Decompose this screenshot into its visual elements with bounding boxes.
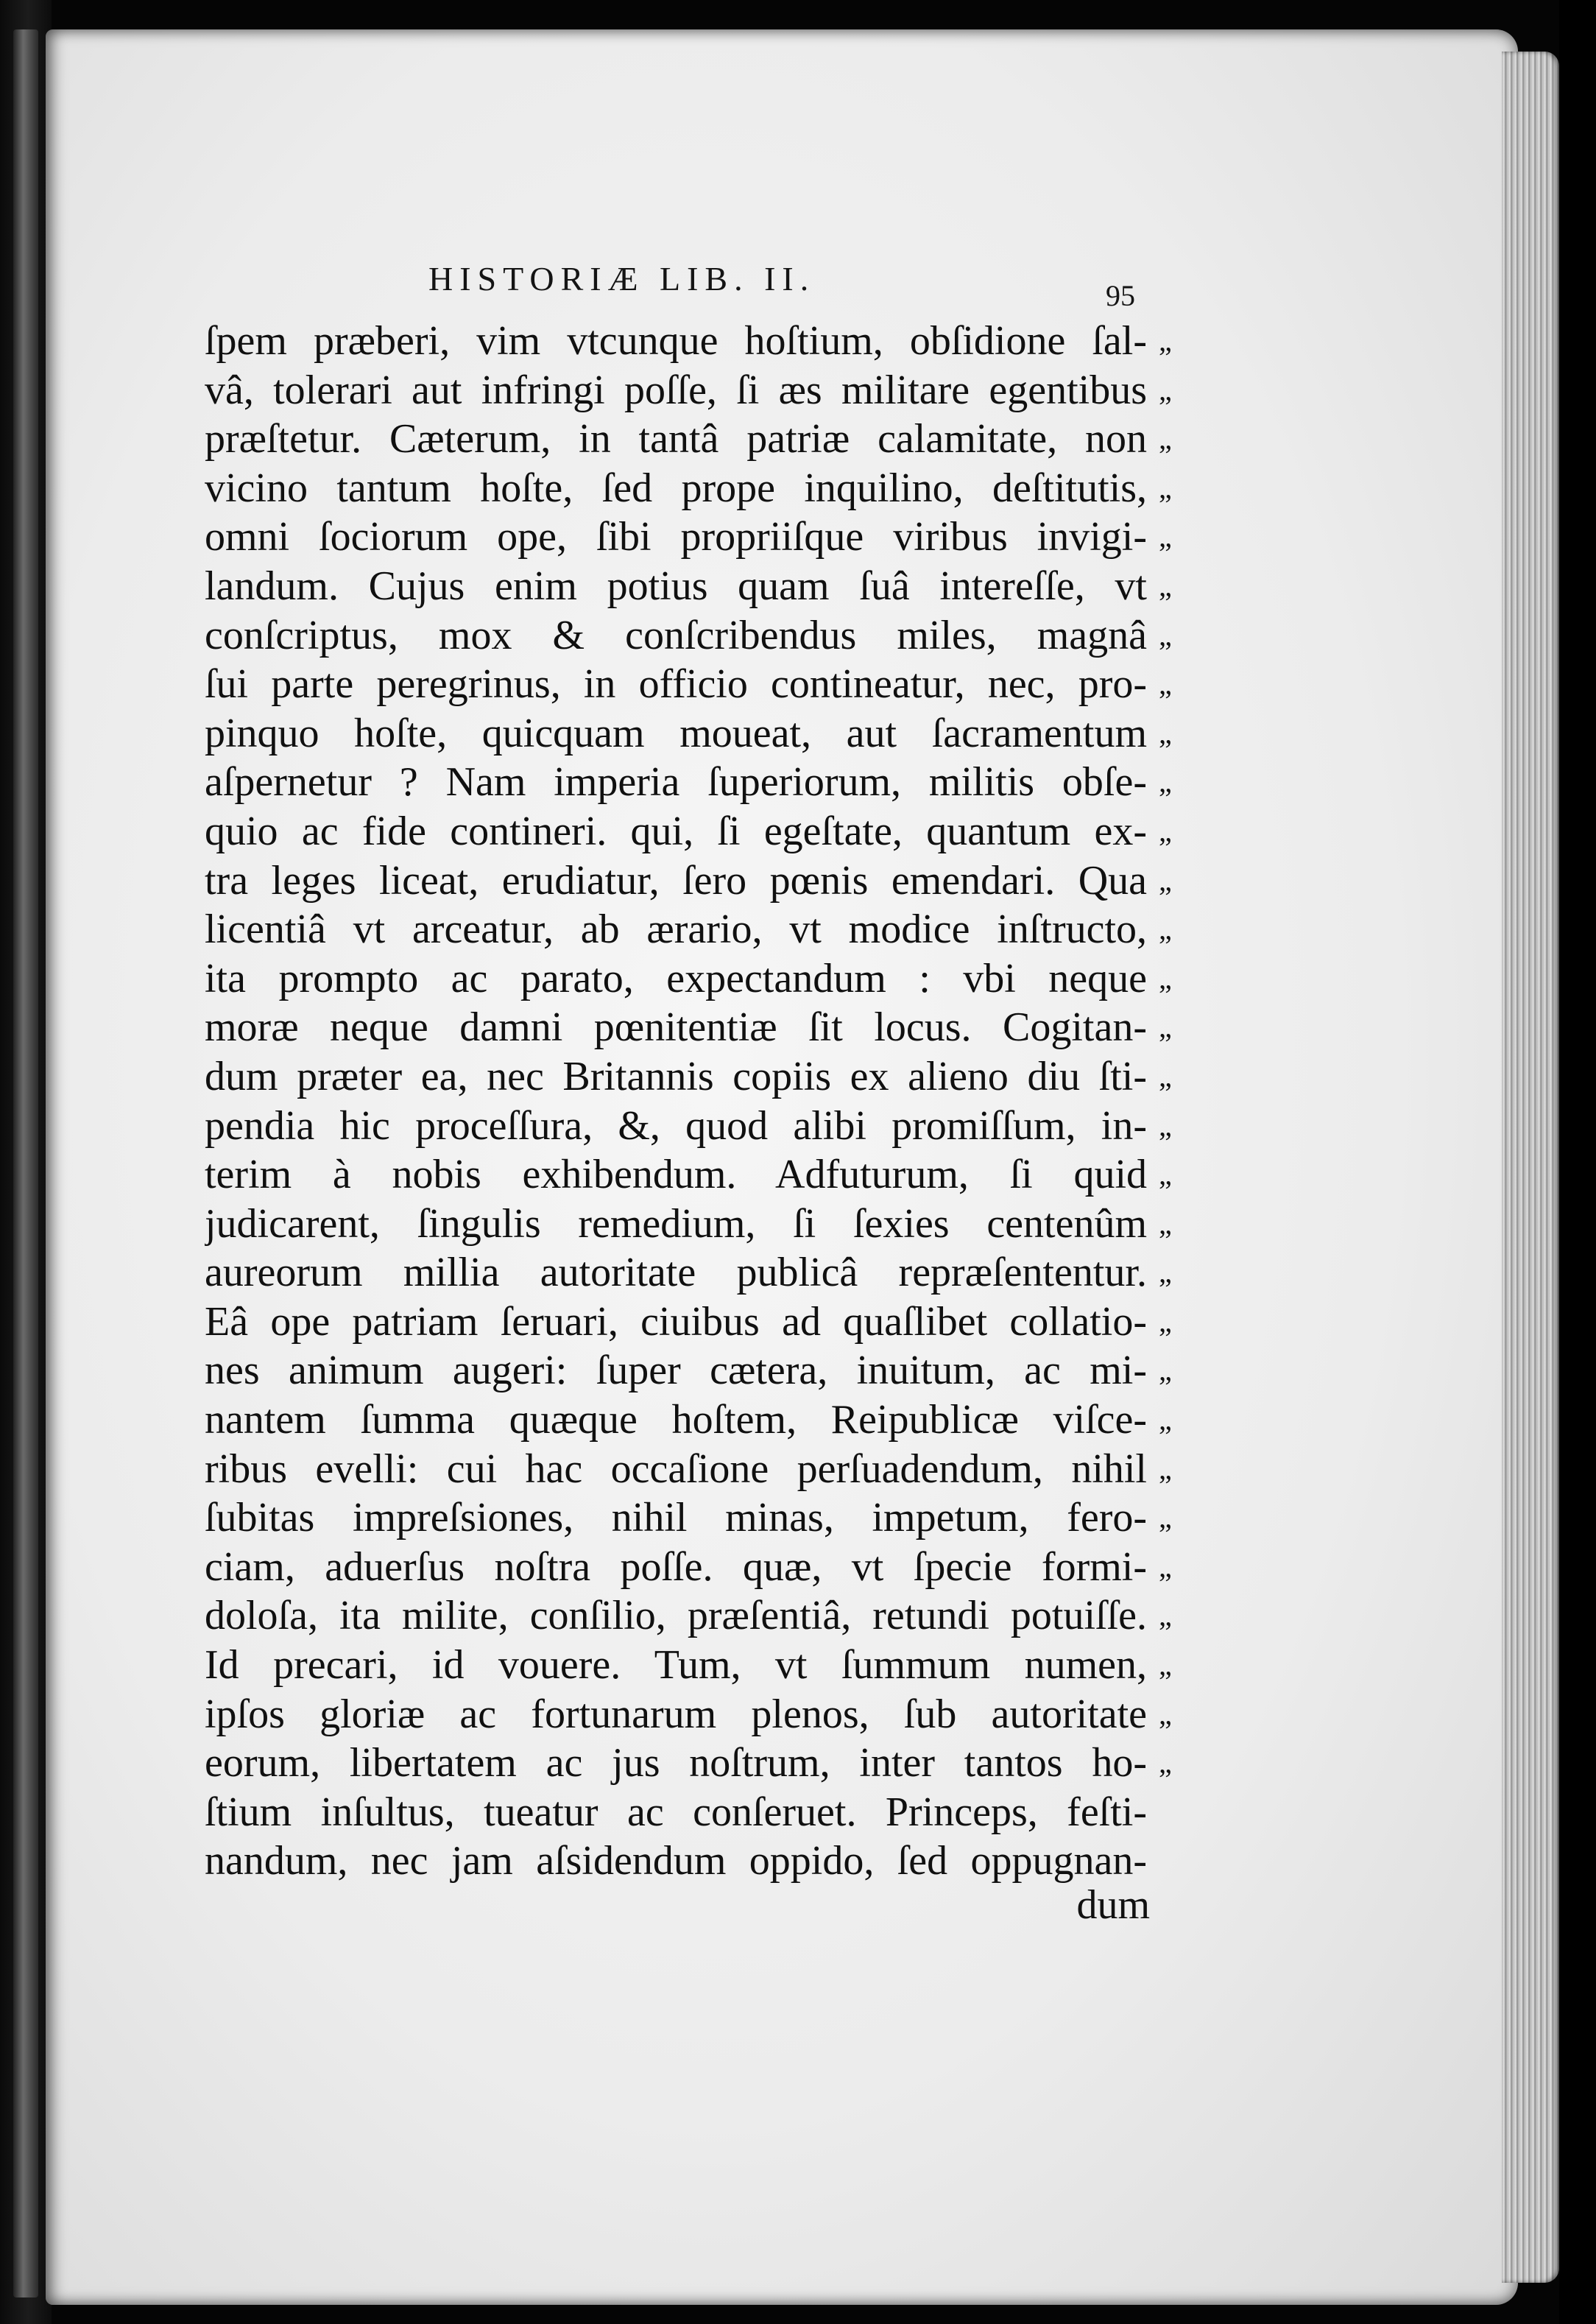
quotation-mark: „ [1159,1108,1172,1142]
quotation-mark: „ [1159,1697,1172,1730]
text-line [205,1739,1191,1788]
quotation-mark: „ [1159,1304,1172,1338]
previous-page-edge [13,29,38,2297]
text-line [205,1346,1191,1395]
text-line [205,1052,1191,1102]
line-text: aureorum millia autoritate publicâ repræſententur. [205,1250,1147,1296]
quotation-mark: „ [1159,618,1172,652]
catchword: dum [1076,1882,1150,1928]
text-line [205,1395,1191,1445]
text-line [205,415,1191,464]
text-line [205,317,1191,366]
page-header [428,259,1238,318]
text-line [205,905,1191,954]
text-line [205,1543,1191,1592]
text-line [205,954,1191,1004]
quotation-mark: „ [1159,667,1172,701]
line-text: nandum, nec jam aſsidendum oppido, ſed oppugnan- [205,1838,1147,1884]
text-line [205,660,1191,709]
line-text: dum præter ea, nec Britannis copiis ex alieno diu ſti- [205,1053,1147,1099]
quotation-mark: „ [1159,471,1172,504]
body-text [205,317,1191,1886]
line-text: nantem ſumma quæque hoſtem, Reipublicæ viſce- [205,1397,1147,1443]
quotation-mark: „ [1159,1059,1172,1093]
quotation-mark: „ [1159,1648,1172,1682]
quotation-mark: „ [1159,324,1172,357]
quotation-mark: „ [1159,520,1172,554]
line-text: Eâ ope patriam ſeruari, ciuibus ad quaſlibet collatio- [205,1298,1147,1345]
text-line [205,856,1191,906]
line-text: licentiâ vt arceatur, ab ærario, vt modice inſtructo, [205,906,1147,953]
text-line [205,1690,1191,1739]
line-text: vicino tantum hoſte, ſed prope inquilino, deſtitutis, [205,465,1147,511]
text-line [205,1837,1191,1886]
line-text: landum. Cujus enim potius quam ſuâ intereſſe, vt [205,563,1147,609]
text-line [205,1641,1191,1690]
line-text: ſpem præberi, vim vtcunque hoſtium, obſidione ſal- [205,318,1147,364]
line-text: ribus evelli: cui hac occaſione perſuadendum, nihil [205,1446,1147,1492]
text-line [205,1102,1191,1151]
text-line [205,464,1191,513]
quotation-mark: „ [1159,1549,1172,1583]
quotation-mark: „ [1159,1501,1172,1535]
quotation-mark: „ [1159,1451,1172,1485]
text-line [205,1200,1191,1249]
text-line [205,758,1191,807]
scan-border [1559,0,1596,2324]
line-text: Id precari, id vouere. Tum, vt ſummum numen, [205,1642,1147,1689]
line-text: ſtium inſultus, tueatur ac conſeruet. Princeps, feſti- [205,1789,1147,1835]
line-text: ſubitas impreſsiones, nihil minas, impetum, fero- [205,1495,1147,1541]
line-text: ciam, aduerſus noſtra poſſe. quæ, vt ſpecie formi- [205,1543,1147,1590]
quotation-mark: „ [1159,1746,1172,1780]
line-text: ipſos gloriæ ac fortunarum plenos, ſub autoritate [205,1691,1147,1737]
quotation-mark: „ [1159,961,1172,995]
text-line [205,366,1191,415]
quotation-mark: „ [1159,716,1172,750]
line-text: omni ſociorum ope, ſibi propriiſque viribus invigi- [205,514,1147,560]
line-text: tra leges liceat, erudiatur, ſero pœnis emendari. Qua [205,857,1147,904]
line-text: aſpernetur ? Nam imperia ſuperiorum, militis obſe- [205,759,1147,806]
line-text: ſui parte peregrinus, in officio contineatur, nec, pro- [205,661,1147,708]
line-text: terim à nobis exhibendum. Adfuturum, ſi quid [205,1152,1147,1198]
quotation-mark: „ [1159,1353,1172,1387]
line-text: eorum, libertatem ac jus noſtrum, inter tantos ho- [205,1740,1147,1786]
text-line [205,1150,1191,1200]
quotation-mark: „ [1159,568,1172,602]
page-number: 95 [1106,279,1135,312]
page-edges-stack [1502,52,1559,2283]
line-text: quio ac fide contineri. qui, ſi egeſtate, quantum ex- [205,808,1147,854]
line-text: conſcriptus, mox & conſcribendus miles, magnâ [205,612,1147,658]
text-line [205,611,1191,661]
line-text: moræ neque damni pœnitentiæ ſit locus. Cogitan- [205,1004,1147,1051]
text-line [205,1788,1191,1837]
quotation-mark: „ [1159,765,1172,799]
text-line [205,1248,1191,1297]
text-line [205,807,1191,856]
quotation-mark: „ [1159,863,1172,897]
quotation-mark: „ [1159,912,1172,946]
quotation-mark: „ [1159,373,1172,406]
quotation-mark: „ [1159,814,1172,848]
text-line [205,1591,1191,1641]
book-page [46,29,1518,2305]
running-head: HISTORIÆ LIB. II. [428,260,816,297]
line-text: præſtetur. Cæterum, in tantâ patriæ calamitate, non [205,416,1147,462]
line-text: pinquo hoſte, quicquam moueat, aut ſacramentum [205,710,1147,756]
text-line [205,1003,1191,1052]
text-line [205,513,1191,562]
line-text: nes animum augeri: ſuper cætera, inuitum, ac mi- [205,1348,1147,1394]
quotation-mark: „ [1159,1206,1172,1240]
line-text: vâ, tolerari aut infringi poſſe, ſi æs militare egentibus [205,367,1147,413]
line-text: pendia hic proceſſura, &, quod alibi promiſſum, in- [205,1102,1147,1149]
text-line [205,1297,1191,1347]
quotation-mark: „ [1159,1158,1172,1191]
text-line [205,1493,1191,1543]
quotation-mark: „ [1159,1403,1172,1437]
quotation-mark: „ [1159,422,1172,456]
line-text: judicarent, ſingulis remedium, ſi ſexies centenûm [205,1200,1147,1247]
line-text: ita prompto ac parato, expectandum : vbi neque [205,955,1147,1001]
text-line [205,709,1191,758]
quotation-mark: „ [1159,1010,1172,1044]
quotation-mark: „ [1159,1599,1172,1633]
text-line [205,562,1191,611]
text-line [205,1445,1191,1494]
line-text: doloſa, ita milite, conſilio, præſentiâ, retundi potuiſſe. [205,1593,1147,1639]
quotation-mark: „ [1159,1256,1172,1289]
